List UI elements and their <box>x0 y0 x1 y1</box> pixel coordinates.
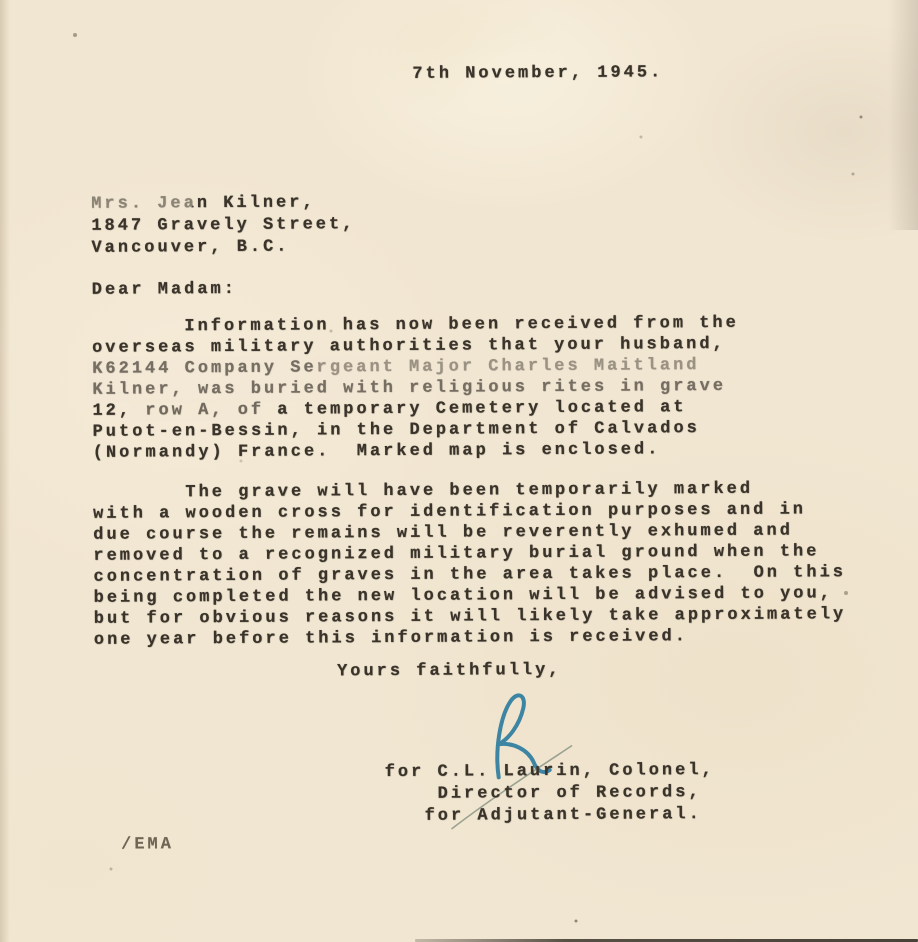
salutation: Dear Madam: <box>91 279 237 300</box>
signature-block: for C.L. Laurin, Colonel, Director of Records, for Adjutant-General. <box>384 761 715 827</box>
closing-valediction: Yours faithfully, <box>336 660 562 682</box>
recipient-address: Mrs. Jean Kilner, 1847 Gravely Street, Vancouver, B.C. <box>91 193 356 258</box>
body-paragraph-2: The grave will have been temporarily marked with a wooden cross for identification purposes and in due course the remains will be reverently exhumed and removed to a recognized military burial ground when the concentration of graves in the area takes place. On this being completed the new location will be advised to you, but for obvious reasons it will likely take approximately one year before this information is received. <box>92 479 847 650</box>
letter-date: 7th November, 1945. <box>412 63 664 84</box>
paper-specks <box>0 0 2 2</box>
body-paragraph-1: Information has now been received from the overseas military authorities that your husband, K62144 Company Sergeant Major Charles Maitland Kilner, was buried with religious rites in grave 12, row A, of a temporary Cemetery located at Putot-en-Bessin, in the Department of Calvados (Normandy) France. Marked map is enclosed. <box>91 313 739 463</box>
typist-initials: /EMA <box>121 835 174 855</box>
